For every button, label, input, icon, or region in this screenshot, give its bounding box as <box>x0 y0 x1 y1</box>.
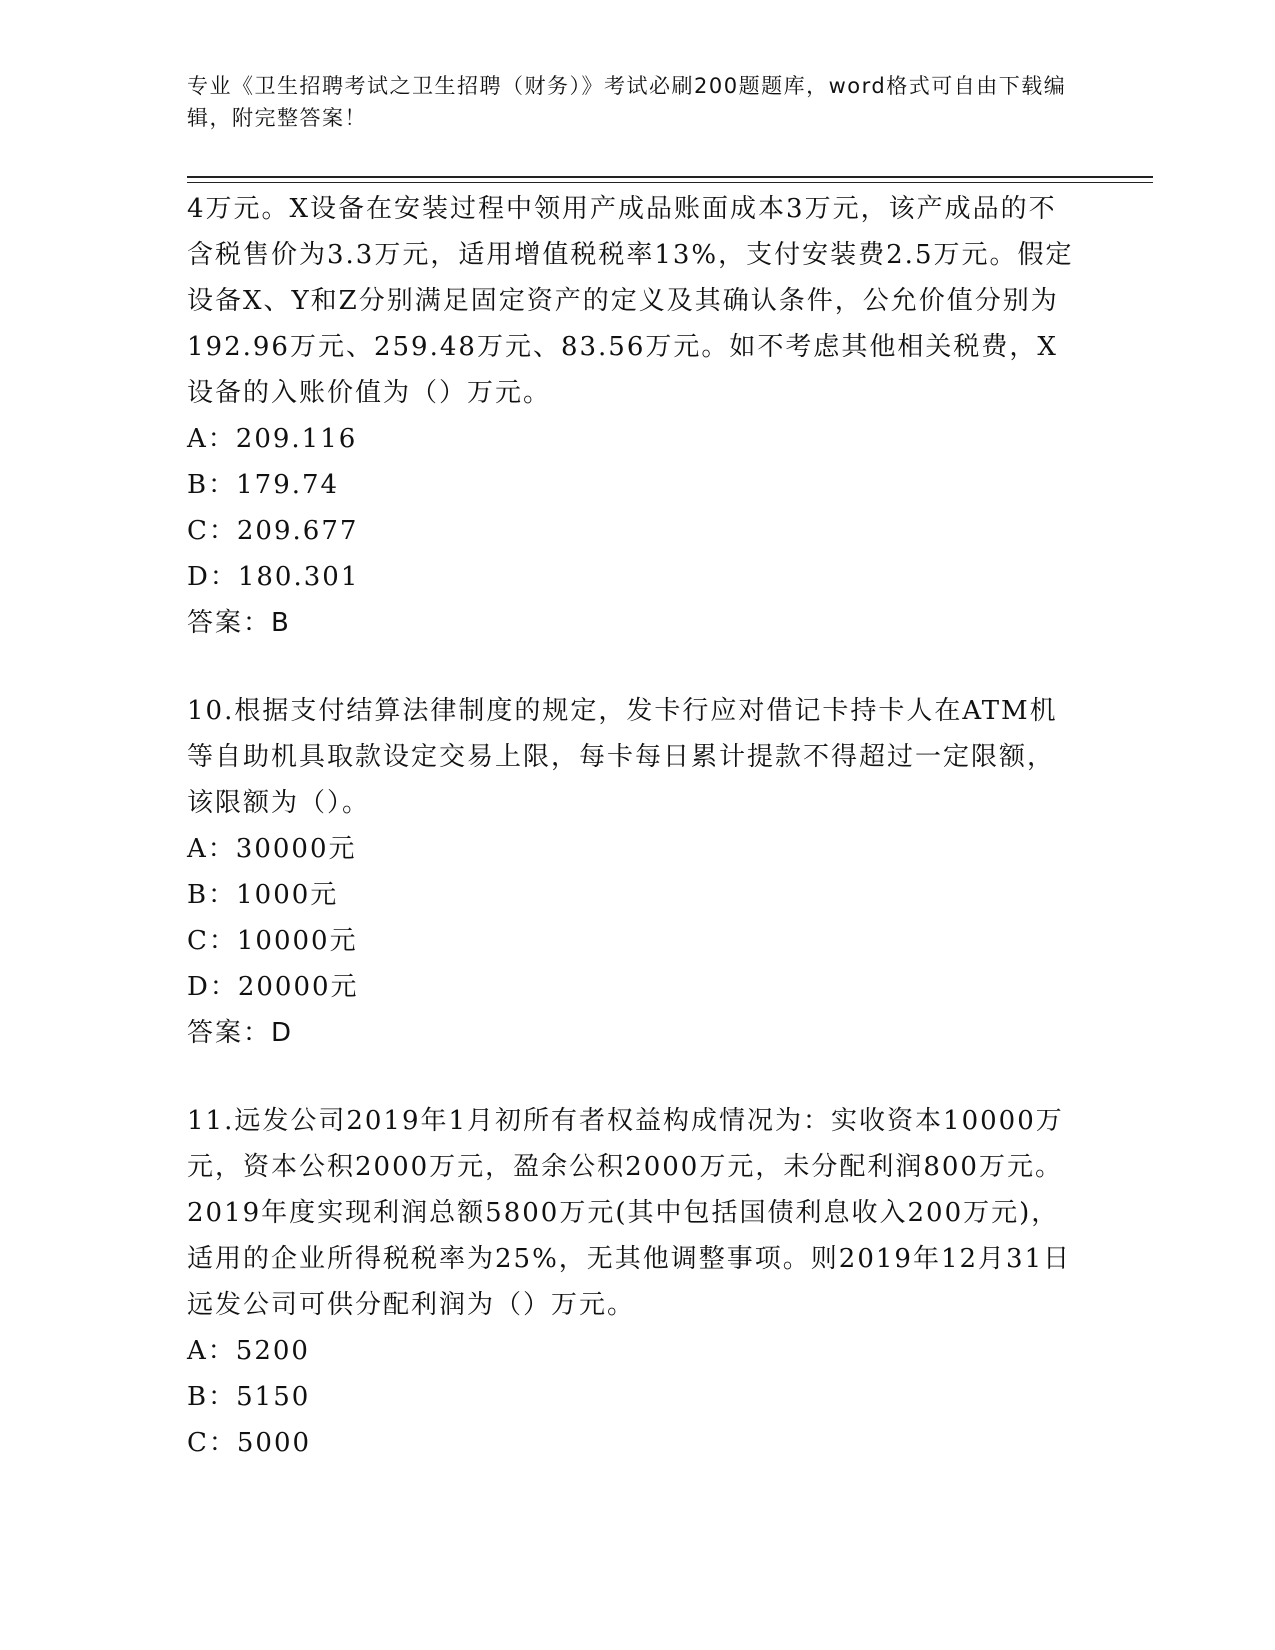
question-content <box>187 186 1077 1466</box>
question-11-option-c: C：5000 <box>187 1428 312 1458</box>
question-9-option-c: C：209.677 <box>187 516 359 546</box>
header-divider-thick <box>187 176 1153 178</box>
question-10 <box>187 688 1077 1056</box>
question-11-option-b: B：5150 <box>187 1382 311 1412</box>
question-9 <box>187 186 1077 646</box>
question-11 <box>187 1098 1077 1466</box>
question-spacer <box>187 646 1077 688</box>
question-10-option-c: C：10000元 <box>187 926 358 956</box>
question-spacer <box>187 1056 1077 1098</box>
question-11-option-a: A：5200 <box>187 1336 310 1366</box>
question-9-option-b: B：179.74 <box>187 470 340 500</box>
header-divider-thin <box>187 182 1153 183</box>
question-9-option-d: D：180.301 <box>187 562 360 592</box>
question-9-answer: 答案：B <box>187 608 291 638</box>
question-10-option-d: D：20000元 <box>187 972 359 1002</box>
document-header: 专业《卫生招聘考试之卫生招聘（财务）》考试必刷200题题库，word格式可自由下载编辑，附完整答案！ <box>187 74 1067 130</box>
question-11-stem: 11.远发公司2019年1月初所有者权益构成情况为：实收资本10000万元，资本公积2000万元，盈余公积2000万元，未分配利润800万元。2019年度实现利润总额5800万元(其中包括国债利息收入200万元)，适用的企业所得税税率为25%，无其他调整事项。则2019年12月31日远发公司可供分配利润为（）万元。 <box>187 1106 1072 1320</box>
question-9-option-a: A：209.116 <box>187 424 358 454</box>
question-10-answer: 答案：D <box>187 1018 294 1048</box>
question-10-stem: 10.根据支付结算法律制度的规定，发卡行应对借记卡持卡人在ATM机等自助机具取款设定交易上限，每卡每日累计提款不得超过一定限额，该限额为（）。 <box>187 696 1058 818</box>
question-10-option-b: B：1000元 <box>187 880 339 910</box>
question-9-stem: 4万元。X设备在安装过程中领用产成品账面成本3万元，该产成品的不含税售价为3.3万元，适用增值税税率13%，支付安装费2.5万元。假定设备X、Y和Z分别满足固定资产的定义及其确认条件，公允价值分别为192.96万元、259.48万元、83.56万元。如不考虑其他相关税费，X设备的入账价值为（）万元。 <box>187 194 1074 408</box>
question-10-option-a: A：30000元 <box>187 834 357 864</box>
